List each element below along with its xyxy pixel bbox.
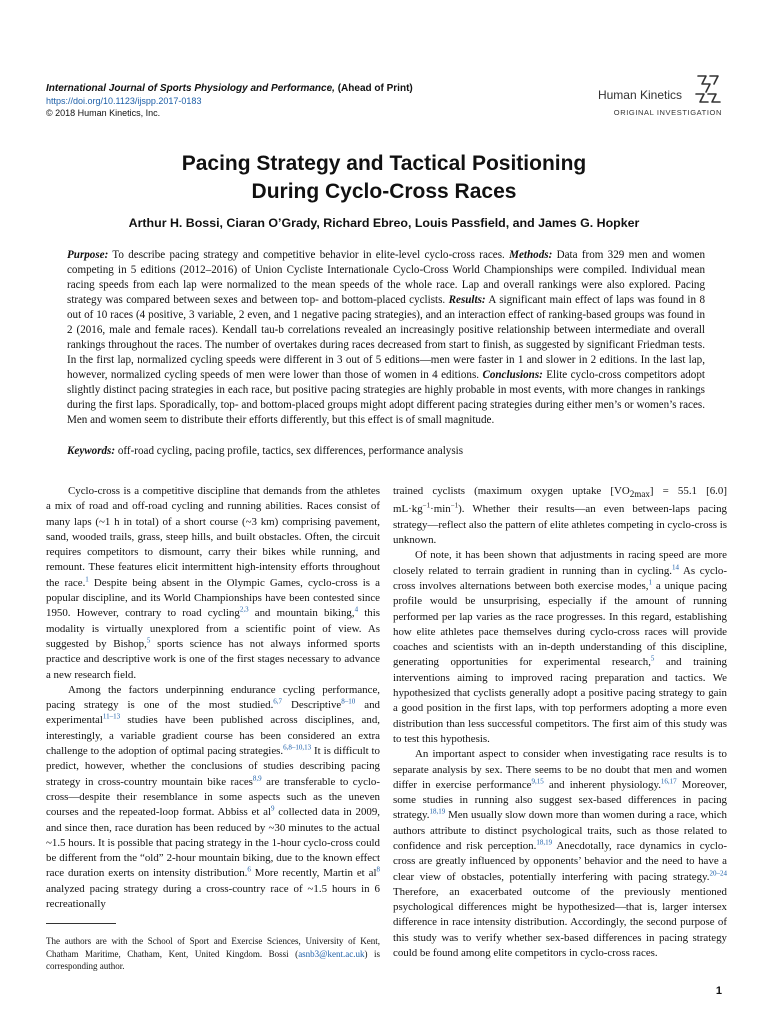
journal-name: International Journal of Sports Physiology and Performance, bbox=[46, 83, 335, 94]
text-run: sports science has not always informed sports practice and descriptive work is one of the first stages necessary to advance a new research field. bbox=[46, 637, 380, 681]
results-text: A significant main effect of laps was found in 8 out of 10 races (4 positive, 3 variable, 2 even, and 1 negative pacing strategies), and an interaction effect of ranking-based groups was found in 2 (2016, male and female races). Kendall tau-b correlations revealed an increasingly positive relationship between intermediate and overall rankings throughout the races. The number of overtakes during races decreased from start to finish, as suggested by significant Friedman tests. In the first lap, normalized cycling speeds were different in 3 out of 5 editions—men were faster in 1 and slower in 2 editions. In the last lap, however, normalized cycling speeds of men were lower than those of women in 4 editions. bbox=[67, 294, 706, 381]
keywords bbox=[67, 444, 705, 459]
publisher-name: Human Kinetics bbox=[597, 88, 682, 102]
text-run: collected data in 2009, and since then, race duration has been reduced by ~30 minutes to the actual ~1.5 hours. It is possible that pacing strategy in the 1-hour cyclo-cross could be different from the “old” 2-hour mountain biking, due to the known effect race duration exerts on intensity distribution. bbox=[46, 806, 380, 880]
citation-ref[interactable]: 6,8–10,13 bbox=[283, 743, 312, 752]
text-run: ). Whether their results—an even between-laps pacing strategy—reflect also the pattern of elite athletes competing in cyclo-cross is unknown. bbox=[393, 503, 727, 547]
text-run: and mountain biking, bbox=[248, 607, 355, 620]
citation-ref[interactable]: 20–24 bbox=[709, 868, 727, 877]
citation-ref[interactable]: 1 bbox=[648, 578, 653, 587]
text-run: ) is corresponding author. bbox=[46, 948, 380, 971]
body-column-left bbox=[46, 484, 380, 912]
purpose-text: To describe pacing strategy and competitive behavior in elite-level cyclo-cross races. bbox=[108, 249, 510, 261]
journal-citation bbox=[46, 82, 486, 95]
page-number: 1 bbox=[715, 985, 722, 997]
journal-header bbox=[46, 82, 486, 119]
citation-ref[interactable]: 8–10 bbox=[341, 697, 356, 706]
conclusions-text: Elite cyclo-cross competitors adopt slightly distinct pacing strategies in each race, but positive pacing strategies are highly probable in most events, with more changes in rankings during the first laps. Sporadically, top- and bottom-placed groups might adopt different pacing strategies during either men’s or women’s races. Men and women seem to distribute their efforts differently, but this effect is of small magnitude. bbox=[67, 369, 705, 426]
text-run: Anecdotally, race dynamics in cyclo-cross are greatly influenced by opponents’ behavior and the need to have a clear view of obstacles, potentially interfering with pacing strategy. bbox=[393, 840, 727, 883]
methods-text: Data from 329 men and women competing in 5 editions (2012–2016) of Union Cycliste Internationale Cyclo-Cross World Championships were compiled. Individual mean racing speeds from each lap were normalized to the mean speeds of the whole race. Lap and overall rankings were also explored. Pacing strategy was compared between sexes and between top- and bottom-placed cyclists. bbox=[67, 249, 705, 306]
text-run: trained cyclists (maximum oxygen uptake [VO bbox=[393, 485, 630, 497]
text-run: An important aspect to consider when investigating race results is to separate analysis by sex. There seems to be no doubt that men and women differ in exercise performance bbox=[393, 748, 727, 791]
text-run: Men usually slow down more than women during a race, which authors attribute to distinct psychological traits, such as those related to confidence and risk perception. bbox=[393, 809, 727, 852]
subscript: 2max bbox=[629, 489, 650, 500]
body-column-right bbox=[393, 484, 727, 961]
text-run: a unique pacing profile would be unsurprising, especially if the amount of running performed per lap varies as the race progresses. In this regard, establishing how elite athletes pace themselves during cyclo-cross races will provide coaches and scientists with an in-depth understanding of this discipline, generating opportunities for experimental research, bbox=[393, 579, 727, 669]
paragraph-3 bbox=[393, 484, 727, 548]
doi-link[interactable]: https://doi.org/10.1123/ijspp.2017-0183 bbox=[46, 96, 202, 106]
author-list: Arthur H. Bossi, Ciaran O’Grady, Richard Ebreo, Louis Passfield, and James G. Hopker bbox=[128, 216, 640, 230]
text-run: Despite being absent in the Olympic Games, cyclo-cross is a popular discipline, and its World Championships have been contested since 1950. However, contrary to road cycling bbox=[46, 576, 380, 620]
paragraph-1 bbox=[46, 484, 380, 683]
paragraph-2 bbox=[46, 683, 380, 912]
copyright: © 2018 Human Kinetics, Inc. bbox=[46, 108, 161, 118]
text-run: analyzed pacing strategy during a cross-country race of ~1.5 hours in 6 recreationally bbox=[46, 882, 380, 911]
citation-ref[interactable]: 11–13 bbox=[102, 712, 121, 721]
keywords-text: off-road cycling, pacing profile, tactics, sex differences, performance analysis bbox=[115, 445, 464, 457]
text-run: Of note, it has been shown that adjustments in racing speed are more closely related to terrain gradient in running than in cycling. bbox=[393, 549, 727, 577]
citation-ref[interactable]: 14 bbox=[672, 563, 680, 572]
article-section: ORIGINAL INVESTIGATION bbox=[613, 108, 722, 117]
human-kinetics-logo-icon bbox=[692, 72, 722, 106]
citation-ref[interactable]: 9 bbox=[271, 804, 275, 813]
citation-ref[interactable]: 9,15 bbox=[531, 777, 544, 786]
journal-status: (Ahead of Print) bbox=[334, 83, 413, 94]
citation-ref[interactable]: 8,9 bbox=[252, 774, 262, 783]
text-run: Descriptive bbox=[282, 699, 342, 712]
text-run: ] = 55.1 [6.0] mL·kg bbox=[393, 485, 727, 516]
text-run: are transferable to cyclo-cross—despite their resemblance in some aspects such as the uneven courses and the repeated-loop format. Abbiss et al bbox=[46, 775, 380, 819]
citation-ref[interactable]: 5 bbox=[146, 636, 151, 645]
citation-ref[interactable]: 1 bbox=[85, 575, 89, 584]
text-run: ·min bbox=[430, 503, 451, 516]
text-run: It is difficult to predict, however, whether the conclusions of studies describing pacing strategy in cross-country mountain bike races bbox=[46, 745, 380, 788]
email-link[interactable]: asnb3@kent.ac.uk bbox=[298, 948, 365, 959]
paragraph-4 bbox=[393, 548, 727, 747]
title-line-2: During Cyclo-Cross Races bbox=[251, 180, 517, 203]
text-run: and experimental bbox=[46, 699, 380, 727]
exponent: −1 bbox=[450, 501, 459, 510]
text-run: Therefore, an exacerbated outcome of the previously mentioned psychological differences might be hypothesized—that is, larger intersex difference in race intensity distribution. Accordingly, the second purpose of this study was to verify whether sex-based differences in pacing strategy could be found among elite competitors in cyclo-cross races. bbox=[393, 885, 727, 960]
text-run: and inherent physiology. bbox=[543, 778, 661, 791]
purpose-label: Purpose: bbox=[67, 249, 109, 261]
citation-ref[interactable]: 5 bbox=[650, 654, 655, 663]
text-run: More recently, Martin et al bbox=[250, 867, 377, 880]
results-label: Results: bbox=[448, 294, 486, 306]
methods-label: Methods: bbox=[509, 249, 553, 261]
text-run: and training interventions aiming to improved racing preparation and tactics. We hypothesized that cyclists generally adopt a positive pacing strategy to gain a good position in the first laps, with top performers adopting a more even distribution than less successful competitors. The first aim of this study was to test this hypothesis. bbox=[393, 656, 727, 745]
text-run: Among the factors underpinning endurance cycling performance, pacing strategy is one of the most studied. bbox=[46, 683, 380, 712]
text-run: Cyclo-cross is a competitive discipline that demands from the athletes a mix of road and off-road cycling and running abilities. Races consist of many laps (~1 h in total) of a short course (~3 km) comprising pavement, sand, wooded trails, grass, steep hills, and built obstacles. Often, the circuit requires competitors to dismount, carry their bikes while running, and remount. These features elicit intermittent high-intensity efforts throughout the race. bbox=[46, 485, 380, 589]
conclusions-label: Conclusions: bbox=[482, 369, 543, 381]
citation-ref[interactable]: 6 bbox=[247, 865, 251, 874]
keywords-label: Keywords: bbox=[67, 445, 116, 457]
text-run: studies have been published across disciplines, and, interestingly, a variable gradient course has been considered an extra challenge to the adoption of optimal pacing strategies. bbox=[46, 714, 380, 758]
abstract bbox=[67, 248, 705, 428]
citation-ref[interactable]: 6,7 bbox=[273, 697, 283, 706]
paragraph-5 bbox=[393, 747, 727, 961]
text-run: The authors are with the School of Sport and Exercise Sciences, University of Kent, Chatham Maritime, Chatham, Kent, United Kingdom. Bossi ( bbox=[46, 936, 380, 959]
citation-ref[interactable]: 16,17 bbox=[660, 777, 677, 786]
article-title bbox=[60, 150, 708, 206]
text-run: Moreover, some studies in running also suggest sex-based differences in pacing strategy. bbox=[393, 778, 728, 822]
exponent: −1 bbox=[422, 501, 431, 510]
text-run: As cyclo-cross involves alternations between both exercise modes, bbox=[393, 564, 727, 592]
citation-ref[interactable]: 4 bbox=[354, 605, 359, 614]
citation-ref[interactable]: 2,3 bbox=[239, 605, 249, 614]
footnote-rule bbox=[46, 923, 116, 924]
author-affiliation-footnote bbox=[46, 935, 380, 973]
citation-ref[interactable]: 18,19 bbox=[536, 838, 553, 847]
title-line-1: Pacing Strategy and Tactical Positioning bbox=[181, 152, 587, 175]
citation-ref[interactable]: 8 bbox=[376, 865, 380, 874]
text-run: this modality is virtually unexplored from a scientific point of view. As suggested by Bishop, bbox=[46, 607, 381, 650]
citation-ref[interactable]: 18,19 bbox=[429, 807, 446, 816]
